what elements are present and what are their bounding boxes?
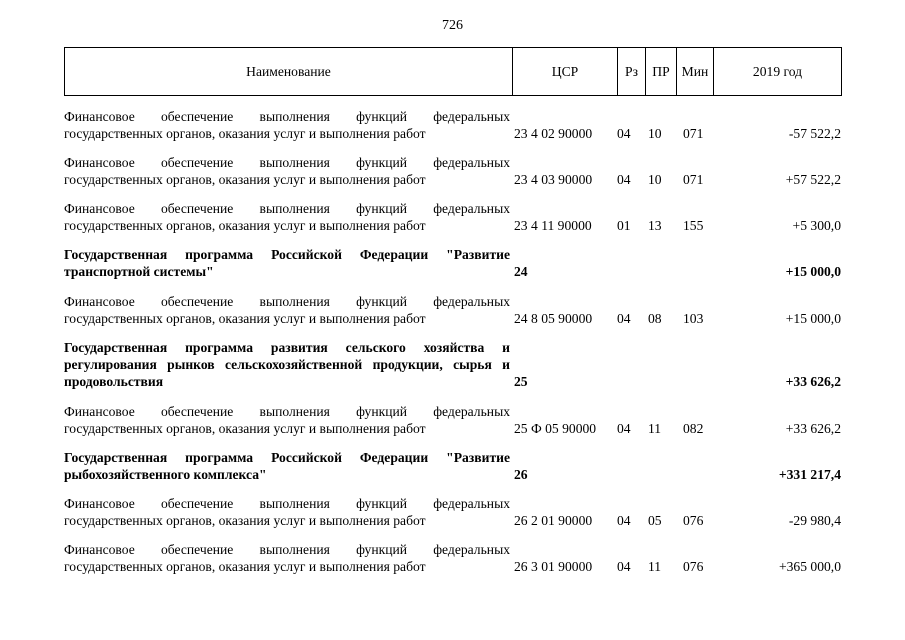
row-pr: 05 <box>648 513 662 528</box>
row-amount: +57 522,2 <box>785 172 841 187</box>
row-rz: 04 <box>617 126 631 141</box>
row-amount: -57 522,2 <box>788 126 841 141</box>
row-name: Финансовое обеспечение выполнения функций федеральных государственных органов, оказания услуг и выполнения работ <box>64 404 510 436</box>
row-csr: 25 Ф 05 90000 <box>514 421 597 436</box>
table-row <box>0 200 905 236</box>
table-header <box>64 47 842 96</box>
header-min: Мин <box>681 64 709 79</box>
header-rz: Рз <box>625 64 638 79</box>
row-min: 082 <box>683 421 704 436</box>
header-year: 2019 год <box>752 64 803 79</box>
row-rz: 04 <box>617 311 631 326</box>
table-row <box>0 403 905 439</box>
header-pr: ПР <box>652 64 670 79</box>
table-row <box>0 108 905 144</box>
row-rz: 04 <box>617 421 631 436</box>
row-amount: +33 626,2 <box>785 374 841 389</box>
row-name: Финансовое обеспечение выполнения функций федеральных государственных органов, оказания услуг и выполнения работ <box>64 294 510 326</box>
row-amount: +331 217,4 <box>778 467 841 482</box>
table-row-program <box>0 449 905 485</box>
header-name: Наименование <box>246 64 331 79</box>
header-csr: ЦСР <box>551 64 579 79</box>
row-csr: 23 4 11 90000 <box>514 218 592 233</box>
row-rz: 01 <box>617 218 631 233</box>
row-amount: +15 000,0 <box>785 311 841 326</box>
row-amount: +15 000,0 <box>785 264 841 279</box>
row-csr: 23 4 02 90000 <box>514 126 593 141</box>
row-pr: 10 <box>648 126 662 141</box>
row-min: 076 <box>683 513 704 528</box>
row-pr: 11 <box>648 421 662 436</box>
page-number: 726 <box>442 18 463 33</box>
row-name: Государственная программа Российской Федерации "Развитие рыбохозяйственного комплекса" <box>64 450 510 482</box>
row-csr: 26 2 01 90000 <box>514 513 593 528</box>
row-csr: 24 <box>514 264 528 279</box>
row-name: Государственная программа Российской Федерации "Развитие транспортной системы" <box>64 247 510 279</box>
row-min: 155 <box>683 218 704 233</box>
row-rz: 04 <box>617 172 631 187</box>
row-name: Финансовое обеспечение выполнения функций федеральных государственных органов, оказания услуг и выполнения работ <box>64 155 510 187</box>
row-csr: 26 <box>514 467 528 482</box>
row-pr: 10 <box>648 172 662 187</box>
row-csr: 25 <box>514 374 528 389</box>
row-min: 076 <box>683 559 704 574</box>
row-name: Государственная программа развития сельского хозяйства и регулирования рынков сельскохозяйственной продукции, сырья и продовольствия <box>64 340 510 389</box>
row-name: Финансовое обеспечение выполнения функций федеральных государственных органов, оказания услуг и выполнения работ <box>64 496 510 528</box>
row-amount: +365 000,0 <box>778 559 841 574</box>
row-min: 071 <box>683 126 704 141</box>
row-name: Финансовое обеспечение выполнения функций федеральных государственных органов, оказания услуг и выполнения работ <box>64 542 510 574</box>
row-csr: 26 3 01 90000 <box>514 559 593 574</box>
table-row <box>0 293 905 329</box>
row-min: 103 <box>683 311 704 326</box>
table-row <box>0 541 905 577</box>
row-amount: +5 300,0 <box>792 218 841 233</box>
row-rz: 04 <box>617 559 631 574</box>
row-name: Финансовое обеспечение выполнения функций федеральных государственных органов, оказания услуг и выполнения работ <box>64 201 510 233</box>
row-name: Финансовое обеспечение выполнения функций федеральных государственных органов, оказания услуг и выполнения работ <box>64 109 510 141</box>
table-row-program <box>0 246 905 282</box>
row-rz: 04 <box>617 513 631 528</box>
table-row-program <box>0 339 905 389</box>
row-pr: 08 <box>648 311 662 326</box>
row-min: 071 <box>683 172 704 187</box>
table-row <box>0 154 905 190</box>
row-pr: 11 <box>648 559 662 574</box>
row-amount: +33 626,2 <box>785 421 841 436</box>
row-amount: -29 980,4 <box>788 513 841 528</box>
row-csr: 24 8 05 90000 <box>514 311 593 326</box>
table-row <box>0 495 905 531</box>
row-csr: 23 4 03 90000 <box>514 172 593 187</box>
row-pr: 13 <box>648 218 662 233</box>
